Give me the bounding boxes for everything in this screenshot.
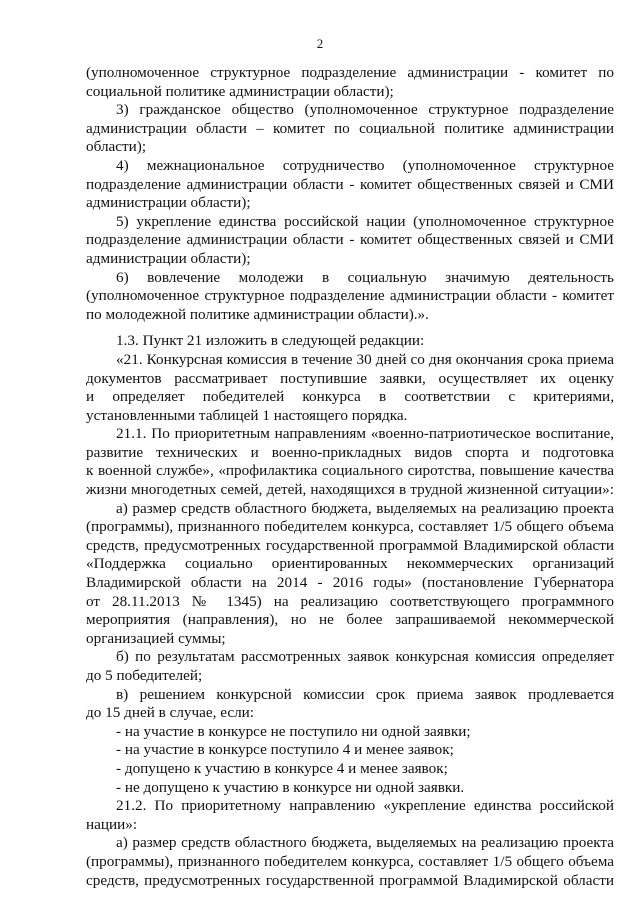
text-line: подразделение администрации области - комитет общественных связей и СМИ [86,175,614,193]
text-line: а) размер средств областного бюджета, выделяемых на реализацию проекта [116,499,614,517]
text-line: (программы), признанного победителем конкурса, составляет 1/5 общего объема [86,518,614,536]
text-line: социальной политике администрации области); [86,82,394,100]
text-line: 21.1. По приоритетным направлениям «военно-патриотическое воспитание, [116,425,614,443]
text-line: 1.3. Пункт 21 изложить в следующей редакции: [116,332,425,350]
document-body [86,64,614,890]
text-line: подразделение администрации области - комитет общественных связей и СМИ [86,231,614,249]
text-line: 3) гражданское общество (уполномоченное структурное подразделение [116,101,614,119]
text-line: 4) межнациональное сотрудничество (уполномоченное структурное [116,156,614,174]
text-line: (программы), признанного победителем конкурса, составляет 1/5 общего объема [86,852,614,870]
text-line: 5) укрепление единства российской нации (уполномоченное структурное [116,212,614,230]
text-line: Владимирской области на 2014 - 2016 годы» (постановление Губернатора [86,574,614,592]
text-line: администрации области); [86,249,251,267]
text-line: «21. Конкурсная комиссия в течение 30 дней со дня окончания срока приема [116,350,614,368]
text-line: в) решением конкурсной комиссии срок приема заявок продлевается [116,685,614,703]
text-line: администрации области – комитет по социальной политике администрации [86,119,614,137]
text-line: до 5 победителей; [86,667,203,684]
text-line: б) по результатам рассмотренных заявок конкурсная комиссия определяет [116,648,614,666]
text-line: «Поддержка социально ориентированных некоммерческих организаций [86,555,614,573]
text-line: до 15 дней в случае, если: [86,704,255,722]
text-line: установленными таблицей 1 настоящего порядка. [86,406,408,424]
text-line: к военной службе», «профилактика социального сиротства, повышение качества [86,462,614,480]
text-line: средств, предусмотренных государственной программой Владимирской области [86,871,614,889]
text-line: от 28.11.2013 № 1345) на реализацию соответствующего программного [86,592,614,610]
text-line: нации»: [86,815,138,833]
text-line: и определяет победителей конкурса в соответствии с критериями, [86,388,614,406]
text-line: 6) вовлечение молодежи в социальную значимую деятельность [116,268,614,286]
text-line: - не допущено к участию в конкурсе ни одной заявки. [116,778,465,796]
text-line: - допущено к участию в конкурсе 4 и менее заявок; [116,759,448,777]
text-line: по молодежной политике администрации области).». [86,305,429,323]
page-number: 2 [316,36,324,51]
text-line: области); [86,138,147,156]
text-line: развитие технических и военно-прикладных видов спорта и подготовка [86,443,614,461]
text-line: документов рассматривает поступившие заявки, осуществляет их оценку [86,369,614,387]
text-line: - на участие в конкурсе поступило 4 и менее заявок; [116,741,454,759]
text-line: жизни многодетных семей, детей, находящихся в трудной жизненной ситуации»: [86,481,614,499]
text-line: (уполномоченное структурное подразделение администрации - комитет по [86,64,614,81]
text-line: администрации области); [86,194,251,212]
text-line: а) размер средств областного бюджета, выделяемых на реализацию проекта [116,834,614,852]
text-line: организацией суммы; [86,629,226,647]
text-line: мероприятия (направления), но не более запрашиваемой некоммерческой [86,611,614,629]
text-line: - на участие в конкурсе не поступило ни одной заявки; [116,722,471,740]
text-line: (уполномоченное структурное подразделение администрации области - комитет [86,287,614,305]
text-line: средств, предусмотренных государственной программой Владимирской области [86,536,614,554]
text-line: 21.2. По приоритетному направлению «укрепление единства российской [116,797,614,815]
paragraph-gap [86,324,614,332]
